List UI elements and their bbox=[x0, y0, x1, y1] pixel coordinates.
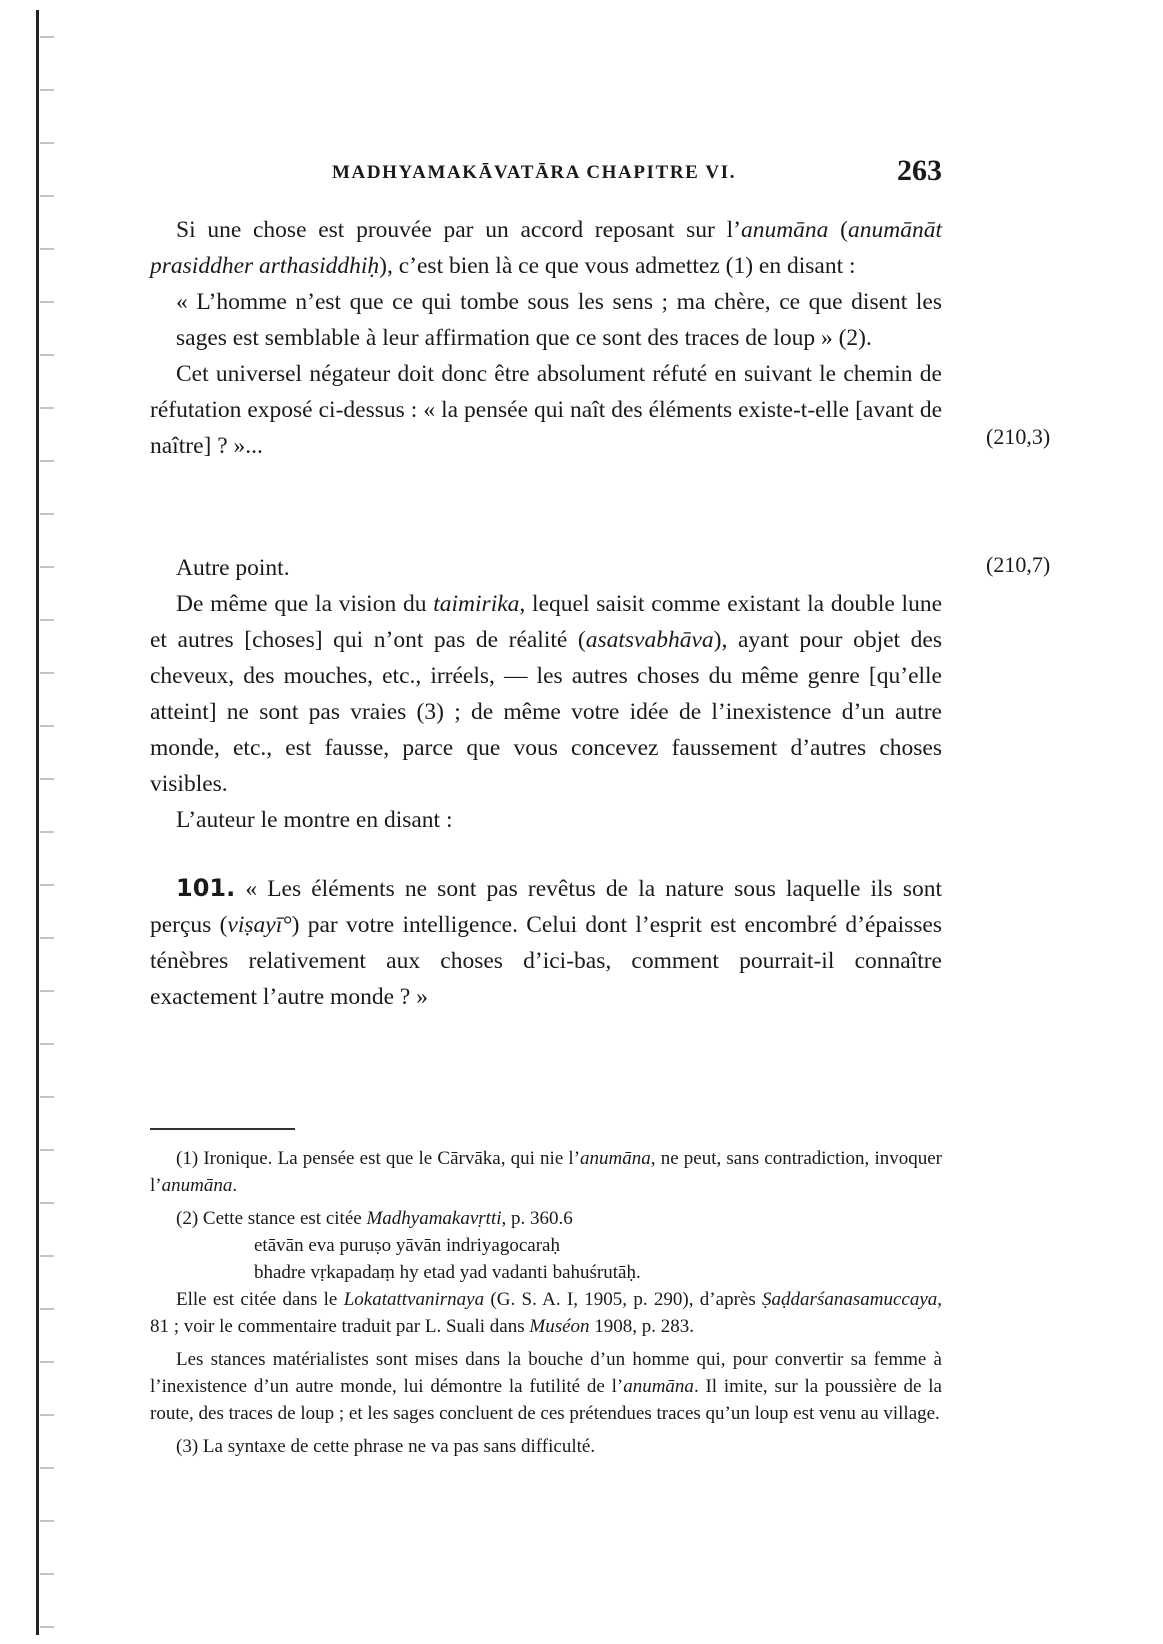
stanza-block bbox=[150, 870, 942, 1015]
footnote-rule bbox=[150, 1128, 295, 1130]
footnote-2-citation: Elle est citée dans le Lokatattvanirnaya (G. S. A. I, 1905, p. 290), d’après Ṣaḍdarśanasamuccaya, 81 ; voir le commentaire traduit par L. Suali dans Muséon 1908, p. 283. bbox=[150, 1289, 942, 1337]
stanza-101: 101. « Les éléments ne sont pas revêtus de la nature sous laquelle ils sont perçus (viṣayī°) par votre intelligence. Celui dont l’esprit est encombré d’épaisses ténèbres relativement aux choses d’ici-bas, comment pourrait-il connaître exactement l’autre monde ? » bbox=[150, 874, 942, 1010]
footnote-1: (1) Ironique. La pensée est que le Cārvāka, qui nie l’anumāna, ne peut, sans contradiction, invoquer l’anumāna. bbox=[150, 1148, 942, 1196]
paragraph-auteur: L’auteur le montre en disant : bbox=[176, 807, 453, 833]
sanskrit-verse-1: etāvān eva puruṣo yāvān indriyagocaraḥ bbox=[254, 1235, 560, 1256]
running-title: MADHYAMAKĀVATĀRA CHAPITRE VI. bbox=[332, 162, 737, 183]
footnote-3: (3) La syntaxe de cette phrase ne va pas sans difficulté. bbox=[176, 1436, 596, 1457]
page-header bbox=[332, 154, 942, 200]
footnote-2-explanation: Les stances matérialistes sont mises dans la bouche d’un homme qui, pour convertir sa femme à l’inexistence d’un autre monde, lui démontre la futilité de l’anumāna. Il imite, sur la poussière de la route, des traces de loup ; et les sages concluent de ces prétendues traces qu’un loup est venu au village. bbox=[150, 1349, 942, 1424]
paragraph-autre-point: Autre point. bbox=[176, 555, 290, 581]
main-text-block-1 bbox=[150, 212, 942, 464]
paragraph-quote: « L’homme n’est que ce qui tombe sous les sens ; ma chère, ce que disent les sages est semblable à leur affirmation que ce sont des traces de loup » (2). bbox=[176, 289, 942, 351]
paragraph-taimirika: De même que la vision du taimirika, lequel saisit comme existant la double lune et autres [choses] qui n’ont pas de réalité (asatsvabhāva), ayant pour objet des cheveux, des mouches, etc., irréels, — les autres choses du même genre [qu’elle atteint] ne sont pas vraies (3) ; de même votre idée de l’inexistence d’un autre monde, etc., est fausse, parce que vous concevez faussement d’autres choses visibles. bbox=[150, 591, 942, 797]
footnote-2: (2) Cette stance est citée Madhyamakavṛtti, p. 360.6 bbox=[176, 1208, 573, 1229]
footnotes bbox=[150, 1145, 942, 1460]
main-text-block-2 bbox=[150, 550, 942, 838]
paragraph-refutation: Cet universel négateur doit donc être absolument réfuté en suivant le chemin de réfutation exposé ci-dessus : « la pensée qui naît des éléments existe-t-elle [avant de naître] ? »... bbox=[150, 361, 942, 459]
sanskrit-verse-2: bhadre vṛkapadaṃ hy etad yad vadanti bahuśrutāḥ. bbox=[254, 1262, 641, 1283]
page-number: 263 bbox=[897, 154, 942, 187]
paragraph-1: Si une chose est prouvée par un accord reposant sur l’anumāna (anumānāt prasiddher arthasiddhiḥ), c’est bien là ce que vous admettez (1) en disant : bbox=[150, 217, 942, 279]
binding-edge-marks bbox=[40, 10, 54, 1635]
binding-edge bbox=[36, 10, 39, 1635]
stanza-number: 101. bbox=[176, 874, 236, 902]
margin-reference-1: (210,3) bbox=[986, 424, 1051, 449]
margin-reference-2: (210,7) bbox=[986, 552, 1051, 577]
